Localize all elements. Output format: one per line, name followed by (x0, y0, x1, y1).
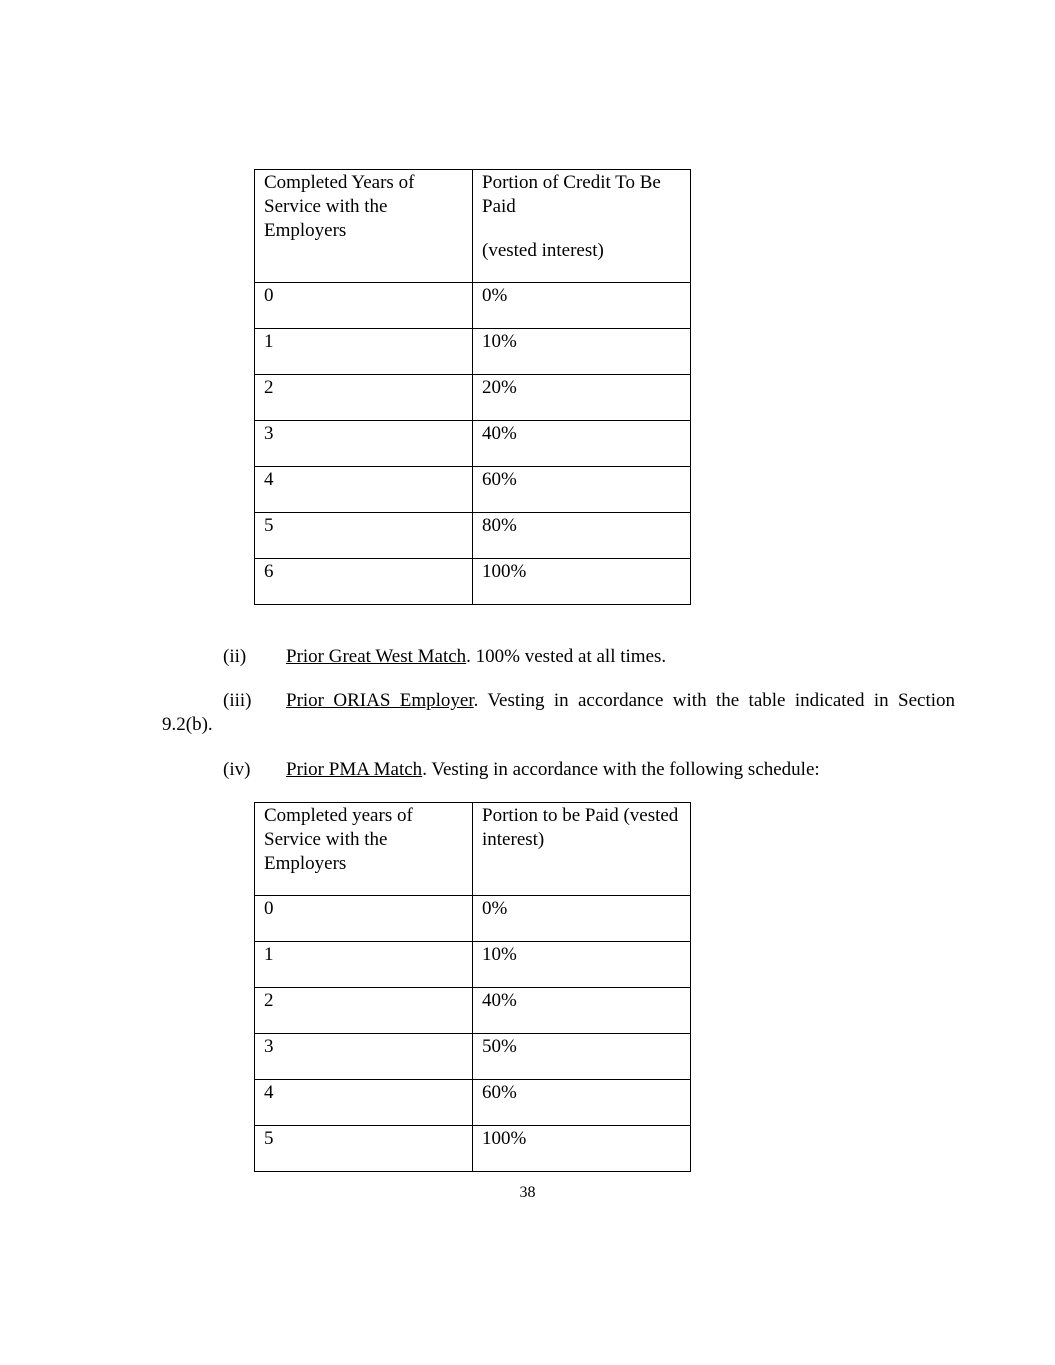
table-row (255, 1034, 691, 1080)
header-portion-subtitle: (vested interest) (482, 240, 604, 261)
paragraph-heading: Prior PMA Match (286, 759, 423, 780)
portion-cell: 80% (473, 513, 691, 559)
years-cell: 0 (255, 283, 473, 329)
paragraph-number: (ii) (223, 646, 247, 667)
portion-cell: 60% (473, 467, 691, 513)
table-row (255, 942, 691, 988)
table-row (255, 329, 691, 375)
portion-cell: 100% (473, 1126, 691, 1172)
years-cell: 3 (255, 421, 473, 467)
table-row (255, 283, 691, 329)
paragraph-iii (162, 689, 955, 737)
vesting-table-credit (254, 169, 691, 605)
years-cell: 2 (255, 988, 473, 1034)
paragraph-text: . Vesting in accordance with the following schedule: (422, 759, 820, 780)
years-cell: 1 (255, 942, 473, 988)
portion-cell: 50% (473, 1034, 691, 1080)
years-cell: 3 (255, 1034, 473, 1080)
table-row (255, 421, 691, 467)
portion-cell: 60% (473, 1080, 691, 1126)
years-cell: 5 (255, 513, 473, 559)
header-cell-years: Completed Years of Service with the Employers (255, 170, 473, 283)
portion-cell: 40% (473, 421, 691, 467)
table-row (255, 988, 691, 1034)
portion-cell: 20% (473, 375, 691, 421)
years-cell: 4 (255, 467, 473, 513)
paragraph-heading: Prior ORIAS Employer (286, 690, 474, 711)
table-row (255, 467, 691, 513)
years-cell: 1 (255, 329, 473, 375)
paragraph-iv (162, 758, 955, 782)
paragraph-text: . 100% vested at all times. (466, 646, 667, 667)
table-header-row (255, 803, 691, 896)
table-row (255, 1080, 691, 1126)
table-row (255, 896, 691, 942)
paragraph-ii (162, 645, 955, 669)
portion-cell: 40% (473, 988, 691, 1034)
paragraph-text: . Vesting in accordance with the table indicated in Section 9.2(b). (162, 690, 956, 735)
table-row (255, 1126, 691, 1172)
portion-cell: 10% (473, 942, 691, 988)
table-header-row (255, 170, 691, 283)
years-cell: 5 (255, 1126, 473, 1172)
paragraph-number: (iv) (223, 759, 251, 780)
portion-cell: 0% (473, 896, 691, 942)
paragraph-number: (iii) (223, 690, 252, 711)
portion-cell: 0% (473, 283, 691, 329)
table-row (255, 513, 691, 559)
vesting-table-pma (254, 802, 691, 1172)
portion-cell: 10% (473, 329, 691, 375)
years-cell: 2 (255, 375, 473, 421)
page-number: 38 (519, 1184, 536, 1201)
years-cell: 0 (255, 896, 473, 942)
header-cell-portion: Portion to be Paid (vested interest) (473, 803, 691, 896)
header-cell-portion (473, 170, 691, 283)
years-cell: 6 (255, 559, 473, 605)
years-cell: 4 (255, 1080, 473, 1126)
header-portion-title: Portion of Credit To Be Paid (482, 172, 661, 217)
table-row (255, 375, 691, 421)
portion-cell: 100% (473, 559, 691, 605)
table-row (255, 559, 691, 605)
paragraph-heading: Prior Great West Match (286, 646, 467, 667)
header-cell-years: Completed years of Service with the Employers (255, 803, 473, 896)
